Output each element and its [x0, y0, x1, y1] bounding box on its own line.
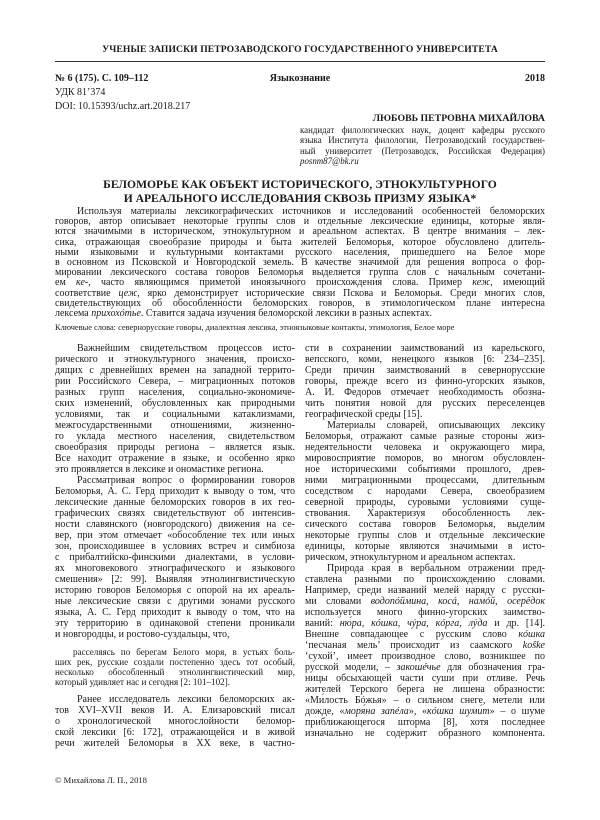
text-line: недеятельности человека и окружающего мира, [305, 442, 545, 453]
text-line: Рассматривая вопрос о формировании говоров [77, 475, 295, 486]
text-line: ствования. Характеризуя обособленность лек- [305, 508, 545, 519]
text-line: Ранее исследователь лексики беломорских ак- [77, 694, 295, 705]
text-line: жителей Терского берега не лишена образности: [305, 684, 545, 695]
italic-term: чýра [407, 618, 427, 629]
title-line: БЕЛОМОРЬЕ КАК ОБЪЕКТ ИСТОРИЧЕСКОГО, ЭТНОКУЛЬТУРНОГО [103, 178, 497, 191]
text-line: ними миграционными процессами, длительным [305, 475, 545, 486]
abstract [55, 207, 545, 319]
italic-term: koške [522, 640, 545, 651]
text-line: ских изменений, обусловленных как природными [55, 398, 295, 409]
text-line: дожде, «моря́на запéла», «кóшка шуми́т» – о шуме [305, 706, 546, 717]
text-line: межгосударственными отношениями, жизненно- [55, 420, 295, 431]
text-line: ми словами водопóймина, косá, намóй, осерёдок [305, 596, 545, 607]
text-line: северной природы, суровыми условиями суще- [305, 497, 545, 508]
text-line: зон, происходившее в условиях встреч и симбиоза [55, 541, 295, 552]
text-line: лексема прихохóтье. Ставится задача изучения беломорской лексики в разных аспектах. [55, 308, 433, 320]
text-line: приближающегося шторма [8], хотя последнее [305, 717, 545, 728]
paragraph [305, 563, 545, 739]
text-line: рического и этнокультурного значения, происхо- [55, 354, 295, 365]
journal-title: УЧЕНЫЕ ЗАПИСКИ ПЕТРОЗАВОДСКОГО ГОСУДАРСТВЕННОГО УНИВЕРСИТЕТА [102, 44, 498, 55]
text-line: ях многовекового этнографического и языкового [55, 563, 295, 574]
text-line: русской модели, – закошéчье для обозначения гра- [305, 662, 545, 673]
doi: DOI: 10.15393/uchz.art.2018.217 [55, 101, 191, 112]
author-block [300, 112, 545, 167]
italic-term: прихохóтье [91, 308, 141, 320]
italic-term: закошéчье [396, 662, 441, 673]
text-line: «Ми́лость Бóжья» – о сильном снеге, метели или [305, 695, 545, 706]
text-line: ваний: ню́ра, кóшка, чýра, кóрга, лýда и др. [14]. [305, 618, 546, 629]
text-line: сика, отражающая своеобразие природы и быта жителей Беломорья, которое обусловлено длитель- [55, 236, 545, 248]
italic-term: кóшка [371, 618, 398, 629]
keywords-label: Ключевые слова: [55, 323, 116, 332]
paragraph [55, 343, 295, 475]
text-line: рии Российского Севера, – миграционных потоков [55, 376, 295, 387]
italic-term: кóрга [435, 618, 460, 629]
block-quote [55, 647, 295, 687]
italic-term: осерёдок [507, 596, 545, 607]
text-line: дящих с древнейших времен на западной террито- [55, 365, 295, 376]
text-line: о хронологической многослойности беломор- [55, 716, 295, 727]
keywords [55, 322, 545, 333]
text-line: эту территорию в одинаковой степени проникали [55, 618, 295, 629]
author-affiliation-line: ный университет (Петрозаводск, Российская Федерация) [300, 145, 545, 156]
text-line: в основном из Псковской и Новгородской земель. В качестве значимой для решения вопроса о фор- [55, 257, 545, 269]
section-name: Языкознание [269, 73, 331, 84]
text-line: расселяясь по берегам Белого моря, в устьях боль- [73, 647, 295, 657]
text-line: географической среды [15]. [305, 409, 423, 420]
text-line: используется много финно-угорских заимство- [305, 607, 545, 618]
italic-term: моря́на запéла [344, 706, 409, 717]
paragraph [55, 207, 545, 319]
text-line: ем ке-, часто являющимся приметой иноязычного происхождения слова. Пример кеж, имеющий [55, 277, 545, 289]
text-line: ‘сухой’, имеет производное слово, возникшее по [305, 651, 545, 662]
italic-term: ню́ра [339, 618, 362, 629]
issue-year: 2018 [525, 73, 545, 84]
text-line: условиями, так и социальными катаклизмами, [55, 409, 295, 420]
text-line: языка, А. С. Герд приходит к выводу о том, что на [55, 607, 295, 618]
text-line: соседством с народами Севера, своеобразием [305, 486, 545, 497]
text-line: историю говоров Беломорья с опорой на их ареаль- [55, 585, 295, 596]
text-line: ное историческими событиями прошлого, древ- [305, 464, 545, 475]
text-line: ными языковыми и культурными контактами русского населения, пришедшего на Белое море [55, 246, 545, 258]
text-line: сти в сохранении заимствований из карельского, [305, 343, 545, 354]
text-line: который удивляет нас и сегодня [2: 101–102]. [55, 677, 231, 687]
text-line: ших рек, русские создали постепенно здесь тот особый, [55, 657, 295, 667]
copyright: © Михайлова Л. П., 2018 [55, 775, 147, 785]
text-line: ской лексики [6: 172], отражающейся и в живой [55, 727, 295, 738]
text-line: своеобразия природы региона – является язык. [55, 442, 295, 453]
italic-term: водопóймина [370, 596, 427, 607]
paragraph [55, 694, 295, 749]
text-line: тов XVI–XVII веков И. А. Елизаровский писал [55, 705, 295, 716]
italic-term: кóшка [518, 629, 545, 640]
keywords-text: севернорусские говоры, диалектная лексика, этноязыковые контакты, этимология, Белое море [116, 323, 455, 332]
author-affiliation-line: языка Института филологии, Петрозаводский государствен- [300, 135, 545, 146]
text-line: графических связях свидетельствуют об интенсив- [55, 508, 295, 519]
text-line: это проявляется в лексике и ономастике региона. [55, 464, 264, 475]
text-line: чить понятия новой для русских переселенцев [305, 398, 545, 409]
text-line: ‘песчаная мель’ происходит из саамского koške [305, 640, 545, 651]
author-name: ЛЮБОВЬ ПЕТРОВНА МИХАЙЛОВА [372, 113, 545, 124]
text-line: Беломорья, А. С. Герд приходит к выводу о том, что [55, 486, 295, 497]
paragraph [305, 420, 545, 563]
text-line: Беломорья, отражают самые разные стороны жиз- [305, 431, 545, 442]
text-line: свидетельствующих об обособленности беломорских говоров, в этимологическом плане интересна [55, 297, 545, 309]
text-line: Материалы словарей, описывающих лексику [327, 420, 545, 431]
text-line: единицы, которые являются значимыми в исто- [305, 541, 545, 552]
text-line: рическом, этнокультурном и ареальном аспектах. [305, 552, 516, 563]
text-line: Природа края в вербальном отражении пред- [327, 563, 545, 574]
text-line: несколько обособленный этнолингвистический мир, [55, 667, 295, 677]
italic-term: кеж [472, 277, 491, 289]
italic-term: лýда [468, 618, 488, 629]
italic-term: намóй [468, 596, 496, 607]
text-line: А. И. Федоров отмечает необходимость обозна- [305, 387, 545, 398]
text-line: Все находит отражение в языке, и особенно ярко [55, 453, 295, 464]
text-line: с прибалтийско-финскими диалектами, в услови- [55, 552, 295, 563]
text-line: речи жителей Беломорья в XX веке, в частно- [55, 738, 295, 749]
paragraph [55, 475, 295, 640]
text-line: ставлена разными по происхождению словами. [305, 574, 545, 585]
text-line: Важнейшим свидетельством процессов исто- [77, 343, 295, 354]
title-line: И АРЕАЛЬНОГО ИССЛЕДОВАНИЯ СКВОЗЬ ПРИЗМУ ЯЗЫКА* [123, 191, 477, 205]
paragraph [305, 343, 545, 420]
text-line: говоры, прежде всего из финно-угорских языков, [305, 376, 545, 387]
text-line: ются значимыми в историческом, этнокультурном и ареальном аспектах. В центре внимания – лек- [55, 226, 545, 238]
text-line: сического состава говоров Беломорья, выделим [305, 519, 545, 530]
text-line: говоров, автор описывает некоторые группы слов и отдельные лексические единицы, которые явля- [55, 216, 545, 228]
text-line: ности славянского (новгородского) движения на се- [55, 519, 295, 530]
text-line: мировании лексического состава говоров Беломорья выделяется группа слов с начальным сочетани- [55, 267, 545, 279]
author-affiliation-line: кандидат филологических наук, доцент кафедры русского [300, 125, 545, 135]
text-line: Среди причин заимствований в севернорусские [305, 365, 545, 376]
italic-term: ке- [76, 277, 89, 289]
article-title [55, 178, 545, 205]
issue-pages: № 6 (175). С. 109–112 [55, 73, 149, 84]
text-line: Внешне совпадающее с русским слово кóшка [305, 629, 545, 640]
text-line: Используя материалы лексикографических источников и исследований особенностей беломорских [77, 206, 545, 217]
text-line: вепсского, коми, ненецкого языков [6: 234–235]. [305, 354, 545, 365]
text-line: лексические данные беломорских говоров в их гео- [55, 497, 295, 508]
text-line: го уклада местного населения, свидетельством [55, 431, 295, 442]
header-rule [55, 61, 545, 62]
text-line: вер, при этом отмечает «обособление тех или иных [55, 530, 295, 541]
text-line: и новгородцы, и ростово-суздальцы, что, [55, 629, 230, 640]
column-right [305, 343, 545, 739]
text-line: Например, среди названий мелей наряду с русски- [305, 585, 545, 596]
text-line: соответствие цеж, ярко демонстрирует исторические связи Пскова и Беломорья. Среди многих слов, [55, 287, 546, 299]
text-line: ные лексические связи с другими зонами русского [55, 596, 295, 607]
italic-term: цеж [118, 287, 138, 299]
italic-term: кóшка шуми́т [426, 706, 490, 717]
text-line: изначально не содержит образного компонента. [305, 728, 545, 739]
author-email[interactable]: posnm87@bk.ru [300, 156, 359, 167]
udk-code: УДК 81’374 [55, 87, 106, 98]
italic-term: косá [438, 596, 457, 607]
column-left [55, 343, 295, 749]
text-line: смешения» [2: 99]. Выявляя этнолингвистическую [55, 574, 295, 585]
text-line: ницы обсыхающей части суши при отливе. Речь [305, 673, 545, 684]
text-line: разных групп населения, социально-экономиче- [55, 387, 295, 398]
text-line: некоторые группы слов и отдельные лексические [305, 530, 545, 541]
text-line: мировосприятие поморов, во многом обусловлен- [305, 453, 545, 464]
